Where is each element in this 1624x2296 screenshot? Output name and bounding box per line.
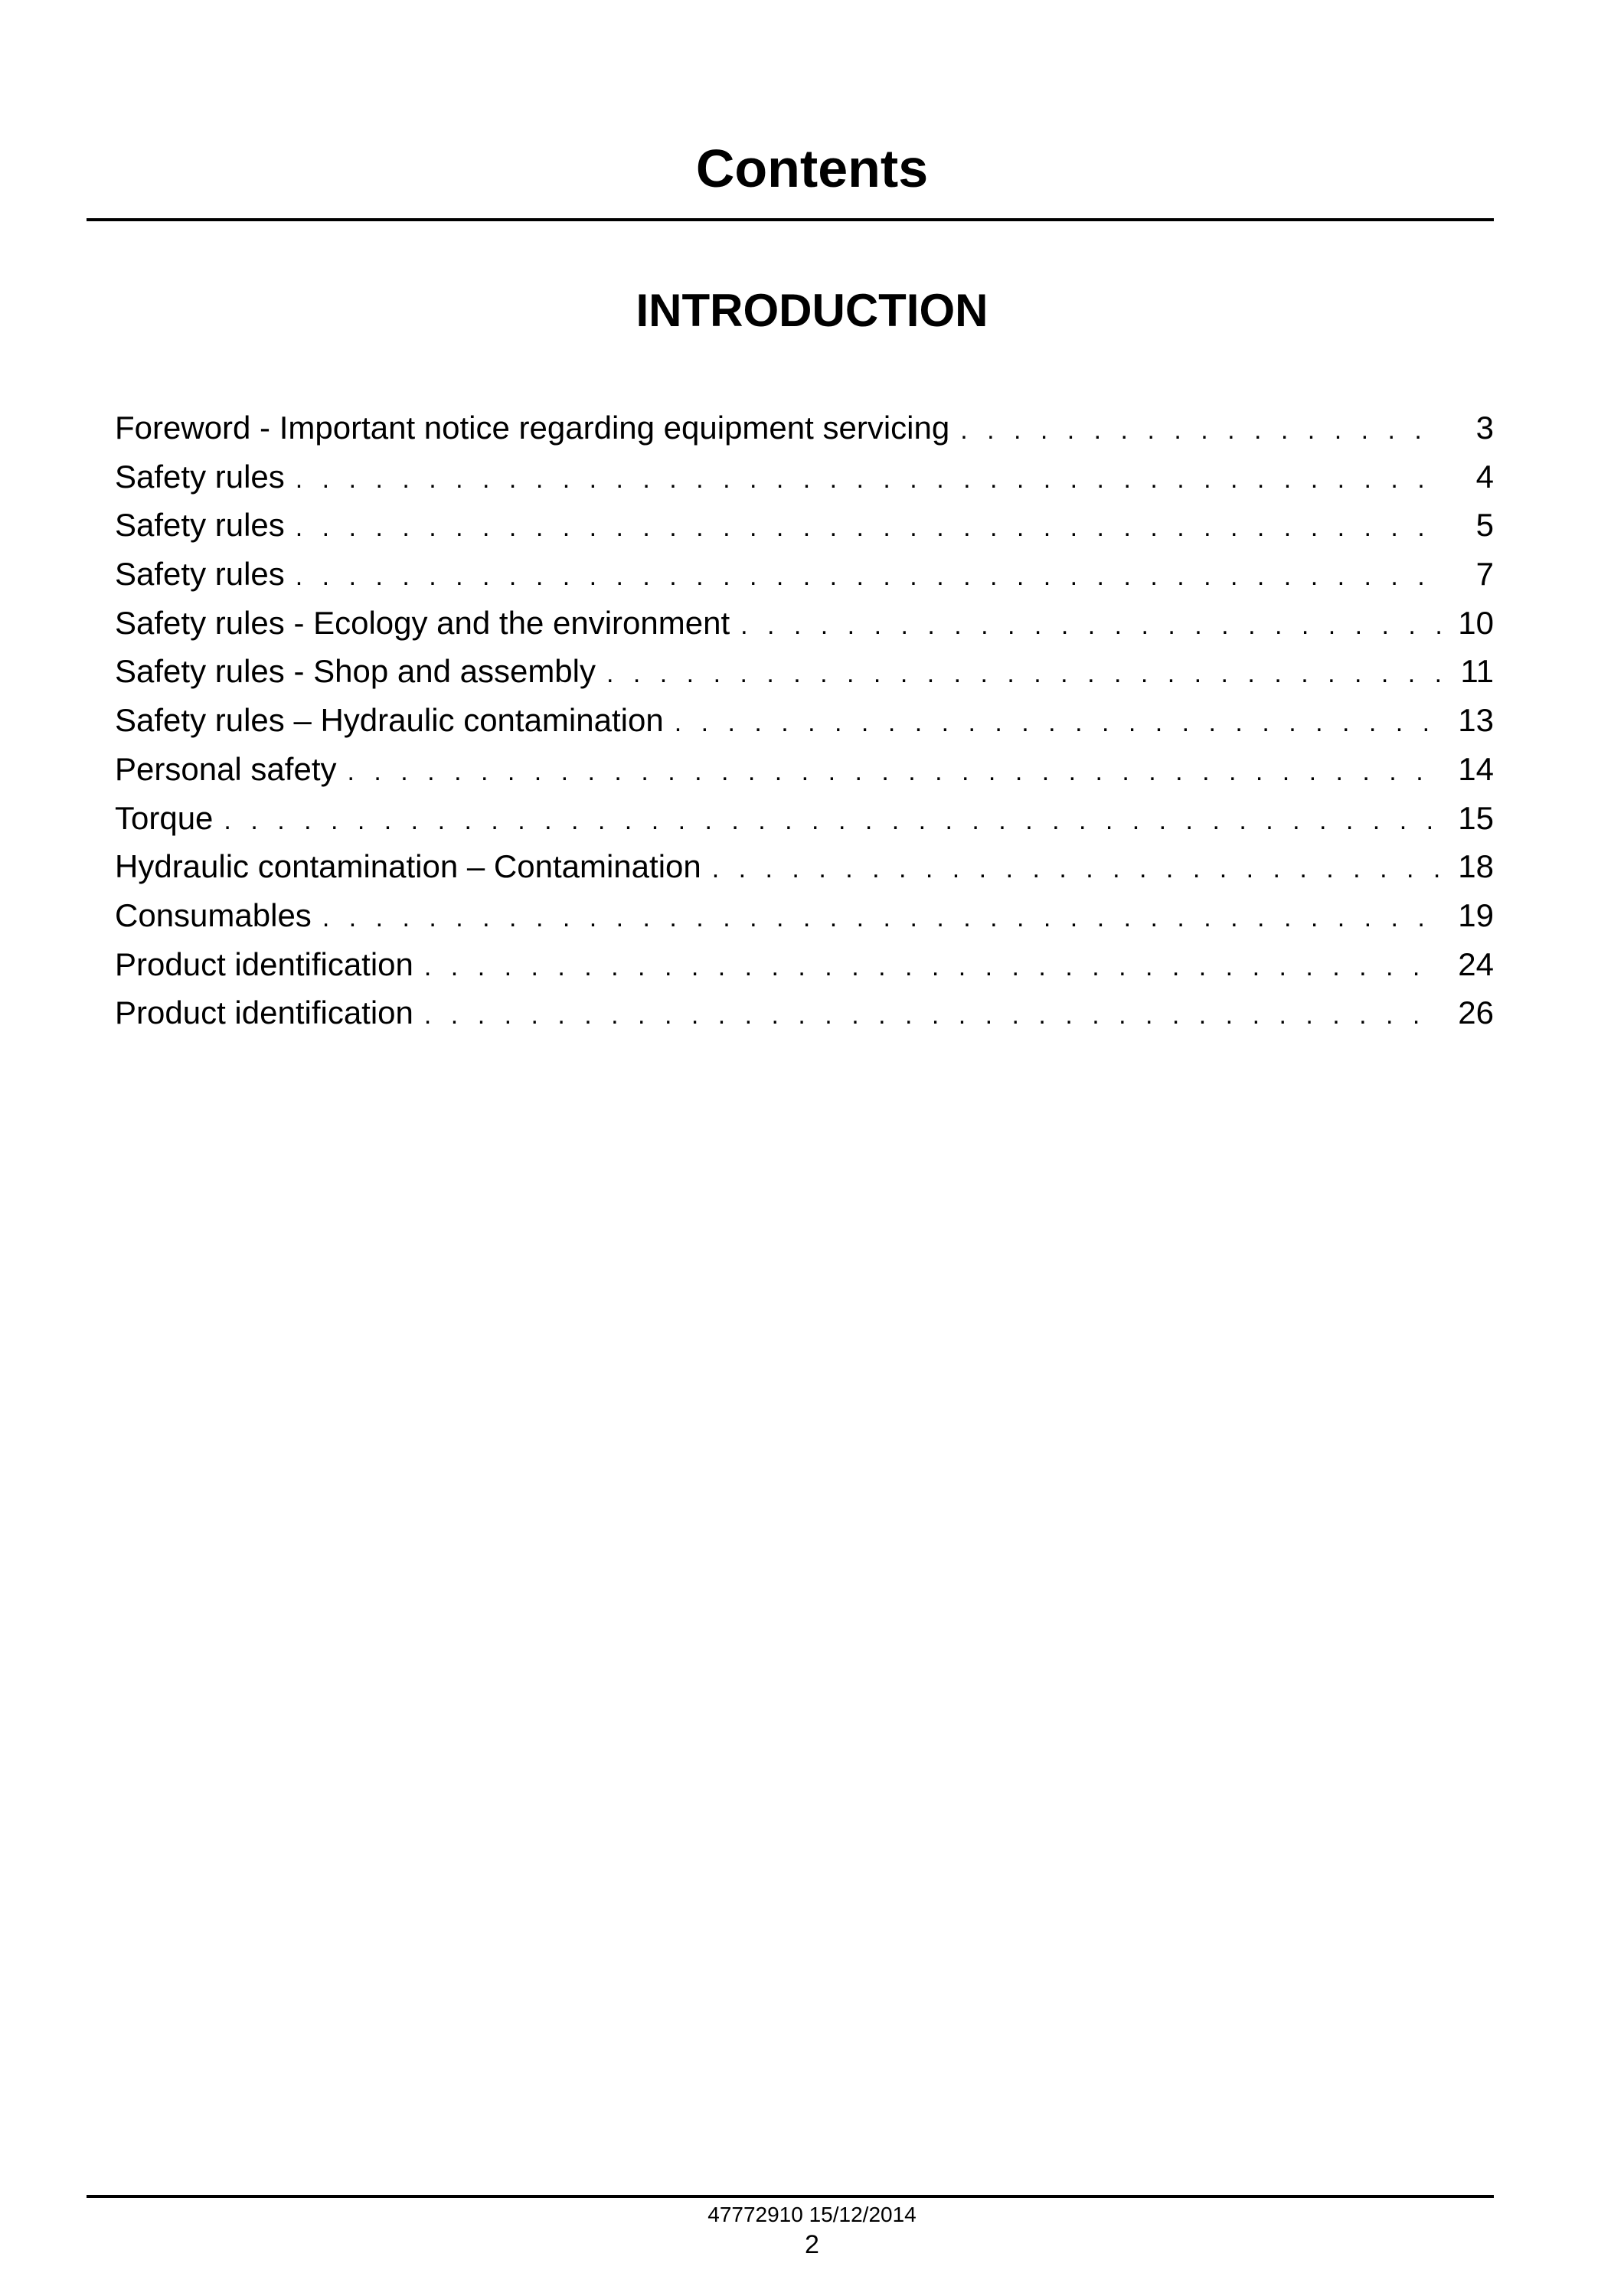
toc-entry-label: Product identification — [115, 946, 413, 982]
footer-divider — [87, 2195, 1494, 2198]
section-heading: INTRODUCTION — [636, 285, 988, 336]
toc-entry-label: Personal safety — [115, 750, 337, 787]
toc-entry-label: Safety rules - Ecology and the environment — [115, 604, 730, 641]
footer-page-number: 2 — [805, 2230, 819, 2259]
toc-entry[interactable] — [115, 403, 1494, 452]
toc-entry[interactable] — [115, 842, 1494, 891]
toc-entry-label: Product identification — [115, 994, 413, 1031]
toc-entry[interactable] — [115, 647, 1494, 696]
toc-entry-page: 3 — [1475, 410, 1494, 446]
toc-entry-page: 10 — [1458, 604, 1494, 641]
footer-document-reference: 47772910 15/12/2014 — [707, 2203, 917, 2226]
toc-entry-label: Hydraulic contamination – Contamination — [115, 848, 701, 885]
toc-entry[interactable] — [115, 745, 1494, 794]
dot-leader — [712, 845, 1440, 894]
toc-entry[interactable] — [115, 794, 1494, 843]
page-title: Contents — [695, 139, 929, 198]
toc-entry[interactable] — [115, 891, 1494, 940]
dot-leader — [424, 943, 1440, 992]
toc-entry-page: 13 — [1458, 702, 1494, 739]
toc-entry-page: 14 — [1458, 750, 1494, 787]
dot-leader — [606, 650, 1440, 699]
toc-entry-page: 4 — [1475, 458, 1494, 495]
toc-entry[interactable] — [115, 696, 1494, 745]
toc-entry-label: Consumables — [115, 897, 312, 933]
dot-leader — [424, 991, 1440, 1040]
toc-entry[interactable] — [115, 988, 1494, 1037]
dot-leader — [740, 602, 1440, 651]
toc-entry[interactable] — [115, 550, 1494, 599]
toc-entry-page: 19 — [1458, 897, 1494, 933]
toc-entry[interactable] — [115, 940, 1494, 989]
toc-entry-label: Safety rules — [115, 458, 285, 495]
dot-leader — [675, 699, 1440, 748]
dot-leader — [348, 748, 1441, 797]
toc-entry-page: 5 — [1475, 507, 1494, 544]
dot-leader — [224, 797, 1440, 846]
toc-entry-label: Safety rules — [115, 507, 285, 544]
toc-entry-label: Foreword - Important notice regarding equipment servicing — [115, 410, 950, 446]
dot-leader — [296, 504, 1440, 553]
toc-entry-page: 24 — [1458, 946, 1494, 982]
toc-entry-label: Safety rules — [115, 556, 285, 593]
dot-leader — [960, 407, 1440, 456]
header-divider — [87, 218, 1494, 221]
toc-entry[interactable] — [115, 599, 1494, 648]
dot-leader — [296, 553, 1440, 602]
toc-entry-page: 11 — [1460, 653, 1494, 690]
table-of-contents — [115, 403, 1494, 1037]
toc-entry-label: Safety rules – Hydraulic contamination — [115, 702, 664, 739]
toc-entry[interactable] — [115, 452, 1494, 501]
toc-entry[interactable] — [115, 501, 1494, 550]
toc-entry-page: 7 — [1475, 556, 1494, 593]
toc-entry-page: 15 — [1458, 799, 1494, 836]
toc-entry-page: 26 — [1458, 994, 1494, 1031]
dot-leader — [296, 456, 1440, 505]
dot-leader — [322, 894, 1440, 943]
toc-entry-label: Safety rules - Shop and assembly — [115, 653, 596, 690]
toc-entry-label: Torque — [115, 799, 214, 836]
toc-entry-page: 18 — [1458, 848, 1494, 885]
